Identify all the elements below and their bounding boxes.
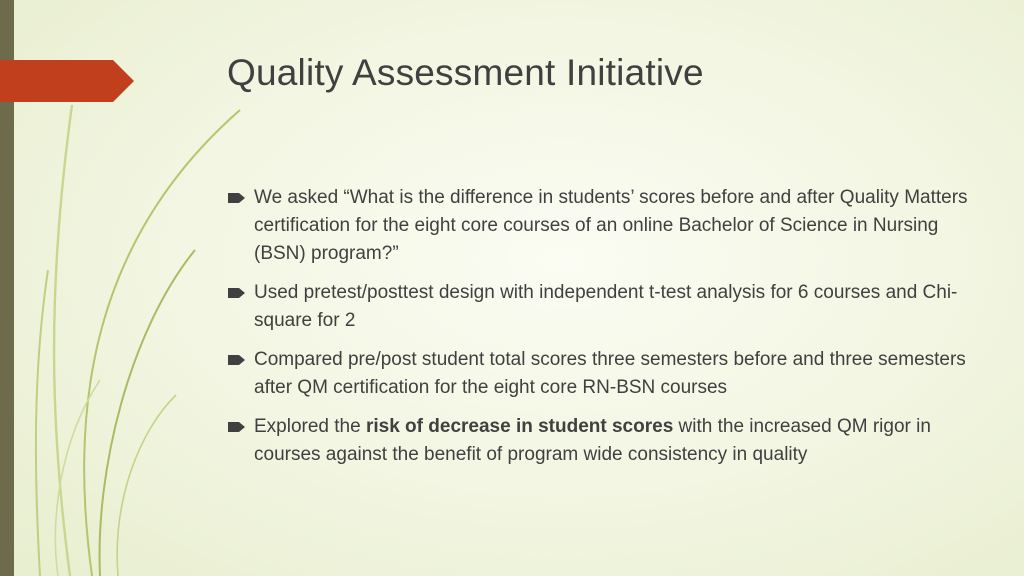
bullet-text: We asked “What is the difference in students’ scores before and after Quality Matters certification for the eight core courses of an online Bachelor of Science in Nursing (BSN) program?”: [254, 187, 968, 264]
rectangle-arrow-icon: [228, 422, 245, 432]
bullet-list: [227, 184, 972, 480]
bullet-text: Compared pre/post student total scores three semesters before and three semesters after QM certification for the eight core RN-BSN courses: [254, 349, 966, 398]
bullet-item: [227, 413, 972, 469]
rectangle-arrow-icon: [228, 288, 245, 298]
rectangle-arrow-icon: [228, 193, 245, 203]
bullet-item: [227, 346, 972, 402]
rectangle-arrow-icon: [228, 355, 245, 365]
bullet-text: Used pretest/posttest design with independent t-test analysis for 6 courses and Chi-square for 2: [254, 282, 958, 331]
bullet-item: [227, 184, 972, 268]
title-accent-arrow: [0, 60, 134, 102]
bullet-text-suffix: with the increased QM rigor in courses against the benefit of program wide consistency in quality: [254, 416, 931, 465]
bullet-text-emphasis: risk of decrease in student scores: [365, 416, 674, 437]
bullet-item: [227, 279, 972, 335]
slide-title: Quality Assessment Initiative: [227, 52, 704, 93]
bullet-text-prefix: Explored the: [254, 416, 366, 437]
